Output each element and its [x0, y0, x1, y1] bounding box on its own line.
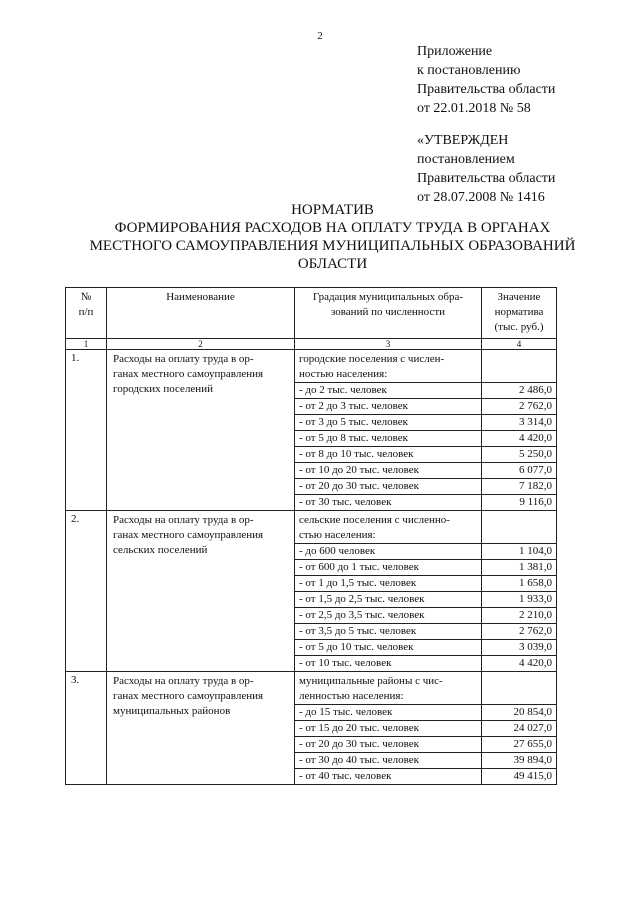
- header-number-cell: [66, 288, 107, 339]
- norm-value: 39 894,0: [482, 753, 557, 769]
- gradation-line: стью населения:: [299, 529, 376, 541]
- norm-value: 9 116,0: [482, 495, 557, 511]
- approved-line: Правительства области: [417, 171, 556, 186]
- section-header-row: [66, 350, 557, 383]
- norm-value: 6 077,0: [482, 463, 557, 479]
- population-range: - от 5 до 10 тыс. человек: [295, 640, 482, 656]
- section-header-row: [66, 511, 557, 544]
- appendix-line: от 22.01.2018 № 58: [417, 101, 531, 116]
- population-range: - от 30 до 40 тыс. человек: [295, 753, 482, 769]
- column-number: 3: [295, 339, 482, 350]
- approved-line: от 28.07.2008 № 1416: [417, 190, 545, 205]
- population-range: - от 10 тыс. человек: [295, 656, 482, 672]
- population-range: - до 600 человек: [295, 544, 482, 560]
- section-name-line: ганах местного самоуправления: [113, 690, 264, 702]
- population-range: - от 15 до 20 тыс. человек: [295, 721, 482, 737]
- population-range: - от 30 тыс. человек: [295, 495, 482, 511]
- section-name-line: городских поселений: [113, 383, 213, 395]
- section-index: 2.: [66, 511, 107, 672]
- section-name-line: муниципальных районов: [113, 705, 231, 717]
- header-text: Градация муниципальных обра-: [312, 291, 464, 303]
- population-range: - от 1 до 1,5 тыс. человек: [295, 576, 482, 592]
- title-line: НОРМАТИВ: [291, 202, 374, 218]
- population-range: - до 2 тыс. человек: [295, 383, 482, 399]
- population-range: - от 1,5 до 2,5 тыс. человек: [295, 592, 482, 608]
- population-range: - от 2 до 3 тыс. человек: [295, 399, 482, 415]
- norm-value: 1 381,0: [482, 560, 557, 576]
- norm-value: 1 658,0: [482, 576, 557, 592]
- section-gradation: [295, 672, 482, 705]
- section-name: [107, 511, 295, 672]
- section-name-line: Расходы на оплату труда в ор-: [113, 353, 254, 365]
- empty-value-cell: [482, 511, 557, 544]
- page-number: 2: [317, 30, 323, 42]
- norm-value: 7 182,0: [482, 479, 557, 495]
- norm-value: 1 104,0: [482, 544, 557, 560]
- norms-table: [65, 287, 557, 785]
- norm-value: 3 039,0: [482, 640, 557, 656]
- header-name-cell: [107, 288, 295, 339]
- population-range: - до 15 тыс. человек: [295, 705, 482, 721]
- section-gradation: [295, 511, 482, 544]
- population-range: - от 20 до 30 тыс. человек: [295, 737, 482, 753]
- norm-value: 49 415,0: [482, 769, 557, 785]
- header-text: №: [80, 291, 92, 303]
- title-line: МЕСТНОГО САМОУПРАВЛЕНИЯ МУНИЦИПАЛЬНЫХ ОБРАЗОВАНИЙ: [89, 238, 576, 254]
- section-name: [107, 350, 295, 511]
- norm-value: 4 420,0: [482, 656, 557, 672]
- appendix-line: Приложение: [417, 44, 493, 59]
- norm-value: 1 933,0: [482, 592, 557, 608]
- table-header-row: [66, 288, 557, 339]
- column-number-row: [66, 339, 557, 350]
- gradation-line: ленностью населения:: [299, 690, 404, 702]
- header-text: п/п: [78, 306, 94, 318]
- gradation-line: городские поселения с числен-: [299, 353, 445, 365]
- norm-value: 5 250,0: [482, 447, 557, 463]
- title-line: ОБЛАСТИ: [297, 256, 368, 272]
- column-number: 2: [107, 339, 295, 350]
- appendix-block: [417, 42, 555, 118]
- header-value-cell: [482, 288, 557, 339]
- section-name: [107, 672, 295, 785]
- section-name-line: ганах местного самоуправления: [113, 368, 264, 380]
- section-name-line: Расходы на оплату труда в ор-: [113, 675, 254, 687]
- section-index: 3.: [66, 672, 107, 785]
- empty-value-cell: [482, 672, 557, 705]
- population-range: - от 10 до 20 тыс. человек: [295, 463, 482, 479]
- norm-value: 4 420,0: [482, 431, 557, 447]
- document-title: [60, 201, 605, 273]
- gradation-line: сельские поселения с численно-: [299, 514, 450, 526]
- header-text: Наименование: [166, 291, 235, 303]
- population-range: - от 600 до 1 тыс. человек: [295, 560, 482, 576]
- title-line: ФОРМИРОВАНИЯ РАСХОДОВ НА ОПЛАТУ ТРУДА В ОРГАНАХ: [114, 220, 551, 236]
- population-range: - от 40 тыс. человек: [295, 769, 482, 785]
- appendix-line: Правительства области: [417, 82, 556, 97]
- norm-value: 2 486,0: [482, 383, 557, 399]
- header-text: зований по численности: [330, 306, 446, 318]
- header-text: норматива: [494, 306, 544, 318]
- section-name-line: Расходы на оплату труда в ор-: [113, 514, 254, 526]
- section-header-row: [66, 672, 557, 705]
- population-range: - от 3 до 5 тыс. человек: [295, 415, 482, 431]
- norm-value: 24 027,0: [482, 721, 557, 737]
- norm-value: 27 655,0: [482, 737, 557, 753]
- population-range: - от 8 до 10 тыс. человек: [295, 447, 482, 463]
- header-gradation-cell: [295, 288, 482, 339]
- norm-value: 20 854,0: [482, 705, 557, 721]
- column-number: 4: [482, 339, 557, 350]
- section-name-line: ганах местного самоуправления: [113, 529, 264, 541]
- section-name-line: сельских поселений: [113, 544, 208, 556]
- norm-value: 2 762,0: [482, 399, 557, 415]
- approved-line: «УТВЕРЖДЕН: [417, 133, 509, 148]
- header-text: Значение: [497, 291, 541, 303]
- gradation-line: муниципальные районы с чис-: [299, 675, 443, 687]
- norm-value: 2 762,0: [482, 624, 557, 640]
- population-range: - от 3,5 до 5 тыс. человек: [295, 624, 482, 640]
- population-range: - от 2,5 до 3,5 тыс. человек: [295, 608, 482, 624]
- appendix-line: к постановлению: [417, 63, 521, 78]
- population-range: - от 20 до 30 тыс. человек: [295, 479, 482, 495]
- approved-line: постановлением: [417, 152, 515, 167]
- norm-value: 3 314,0: [482, 415, 557, 431]
- approved-block: [417, 131, 555, 207]
- gradation-line: ностью населения:: [299, 368, 388, 380]
- section-gradation: [295, 350, 482, 383]
- population-range: - от 5 до 8 тыс. человек: [295, 431, 482, 447]
- empty-value-cell: [482, 350, 557, 383]
- section-index: 1.: [66, 350, 107, 511]
- column-number: 1: [66, 339, 107, 350]
- header-text: (тыс. руб.): [494, 321, 544, 333]
- norm-value: 2 210,0: [482, 608, 557, 624]
